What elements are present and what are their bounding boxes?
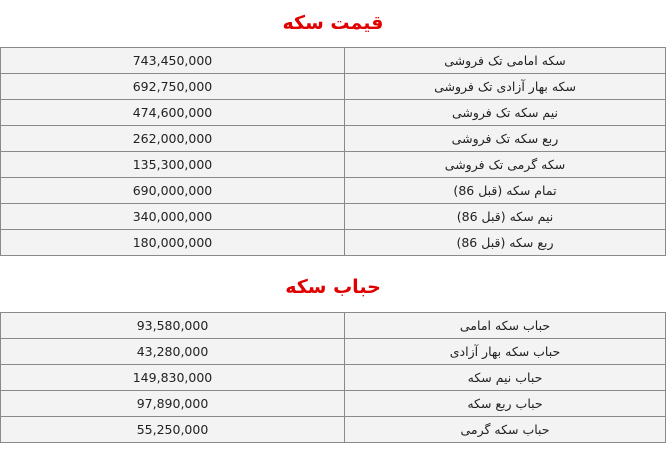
price-value: 474,600,000 (1, 100, 345, 126)
item-name: تمام سکه (قبل 86) (345, 178, 666, 204)
item-name: حباب سکه امامی (345, 313, 666, 339)
table-row (1, 339, 666, 365)
item-name: حباب سکه گرمی (345, 417, 666, 443)
table-row (1, 230, 666, 256)
table-row (1, 313, 666, 339)
price-value: 180,000,000 (1, 230, 345, 256)
item-name: ربع سکه تک فروشی (345, 126, 666, 152)
item-name: نیم سکه (قبل 86) (345, 204, 666, 230)
price-value: 149,830,000 (1, 365, 345, 391)
item-name: سکه بهار آزادی تک فروشی (345, 74, 666, 100)
price-value: 43,280,000 (1, 339, 345, 365)
item-name: سکه گرمی تک فروشی (345, 152, 666, 178)
item-name: حباب سکه بهار آزادی (345, 339, 666, 365)
table-row (1, 391, 666, 417)
item-name: ربع سکه (قبل 86) (345, 230, 666, 256)
price-value: 97,890,000 (1, 391, 345, 417)
price-value: 55,250,000 (1, 417, 345, 443)
table-row (1, 365, 666, 391)
table-row (1, 126, 666, 152)
coin-bubble-title: حباب سکه (285, 276, 381, 298)
price-value: 743,450,000 (1, 48, 345, 74)
price-value: 135,300,000 (1, 152, 345, 178)
item-name: حباب ربع سکه (345, 391, 666, 417)
item-name: حباب نیم سکه (345, 365, 666, 391)
table-row (1, 152, 666, 178)
table-row (1, 48, 666, 74)
price-value: 340,000,000 (1, 204, 345, 230)
table-row (1, 74, 666, 100)
table-row (1, 417, 666, 443)
table-row (1, 204, 666, 230)
coin-prices-title: قیمت سکه (282, 12, 384, 34)
item-name: نیم سکه تک فروشی (345, 100, 666, 126)
table-row (1, 100, 666, 126)
item-name: سکه امامی تک فروشی (345, 48, 666, 74)
coin-prices-table (0, 47, 666, 256)
price-value: 93,580,000 (1, 313, 345, 339)
table-row (1, 178, 666, 204)
coin-bubble-table (0, 312, 666, 443)
price-value: 690,000,000 (1, 178, 345, 204)
price-value: 262,000,000 (1, 126, 345, 152)
price-value: 692,750,000 (1, 74, 345, 100)
